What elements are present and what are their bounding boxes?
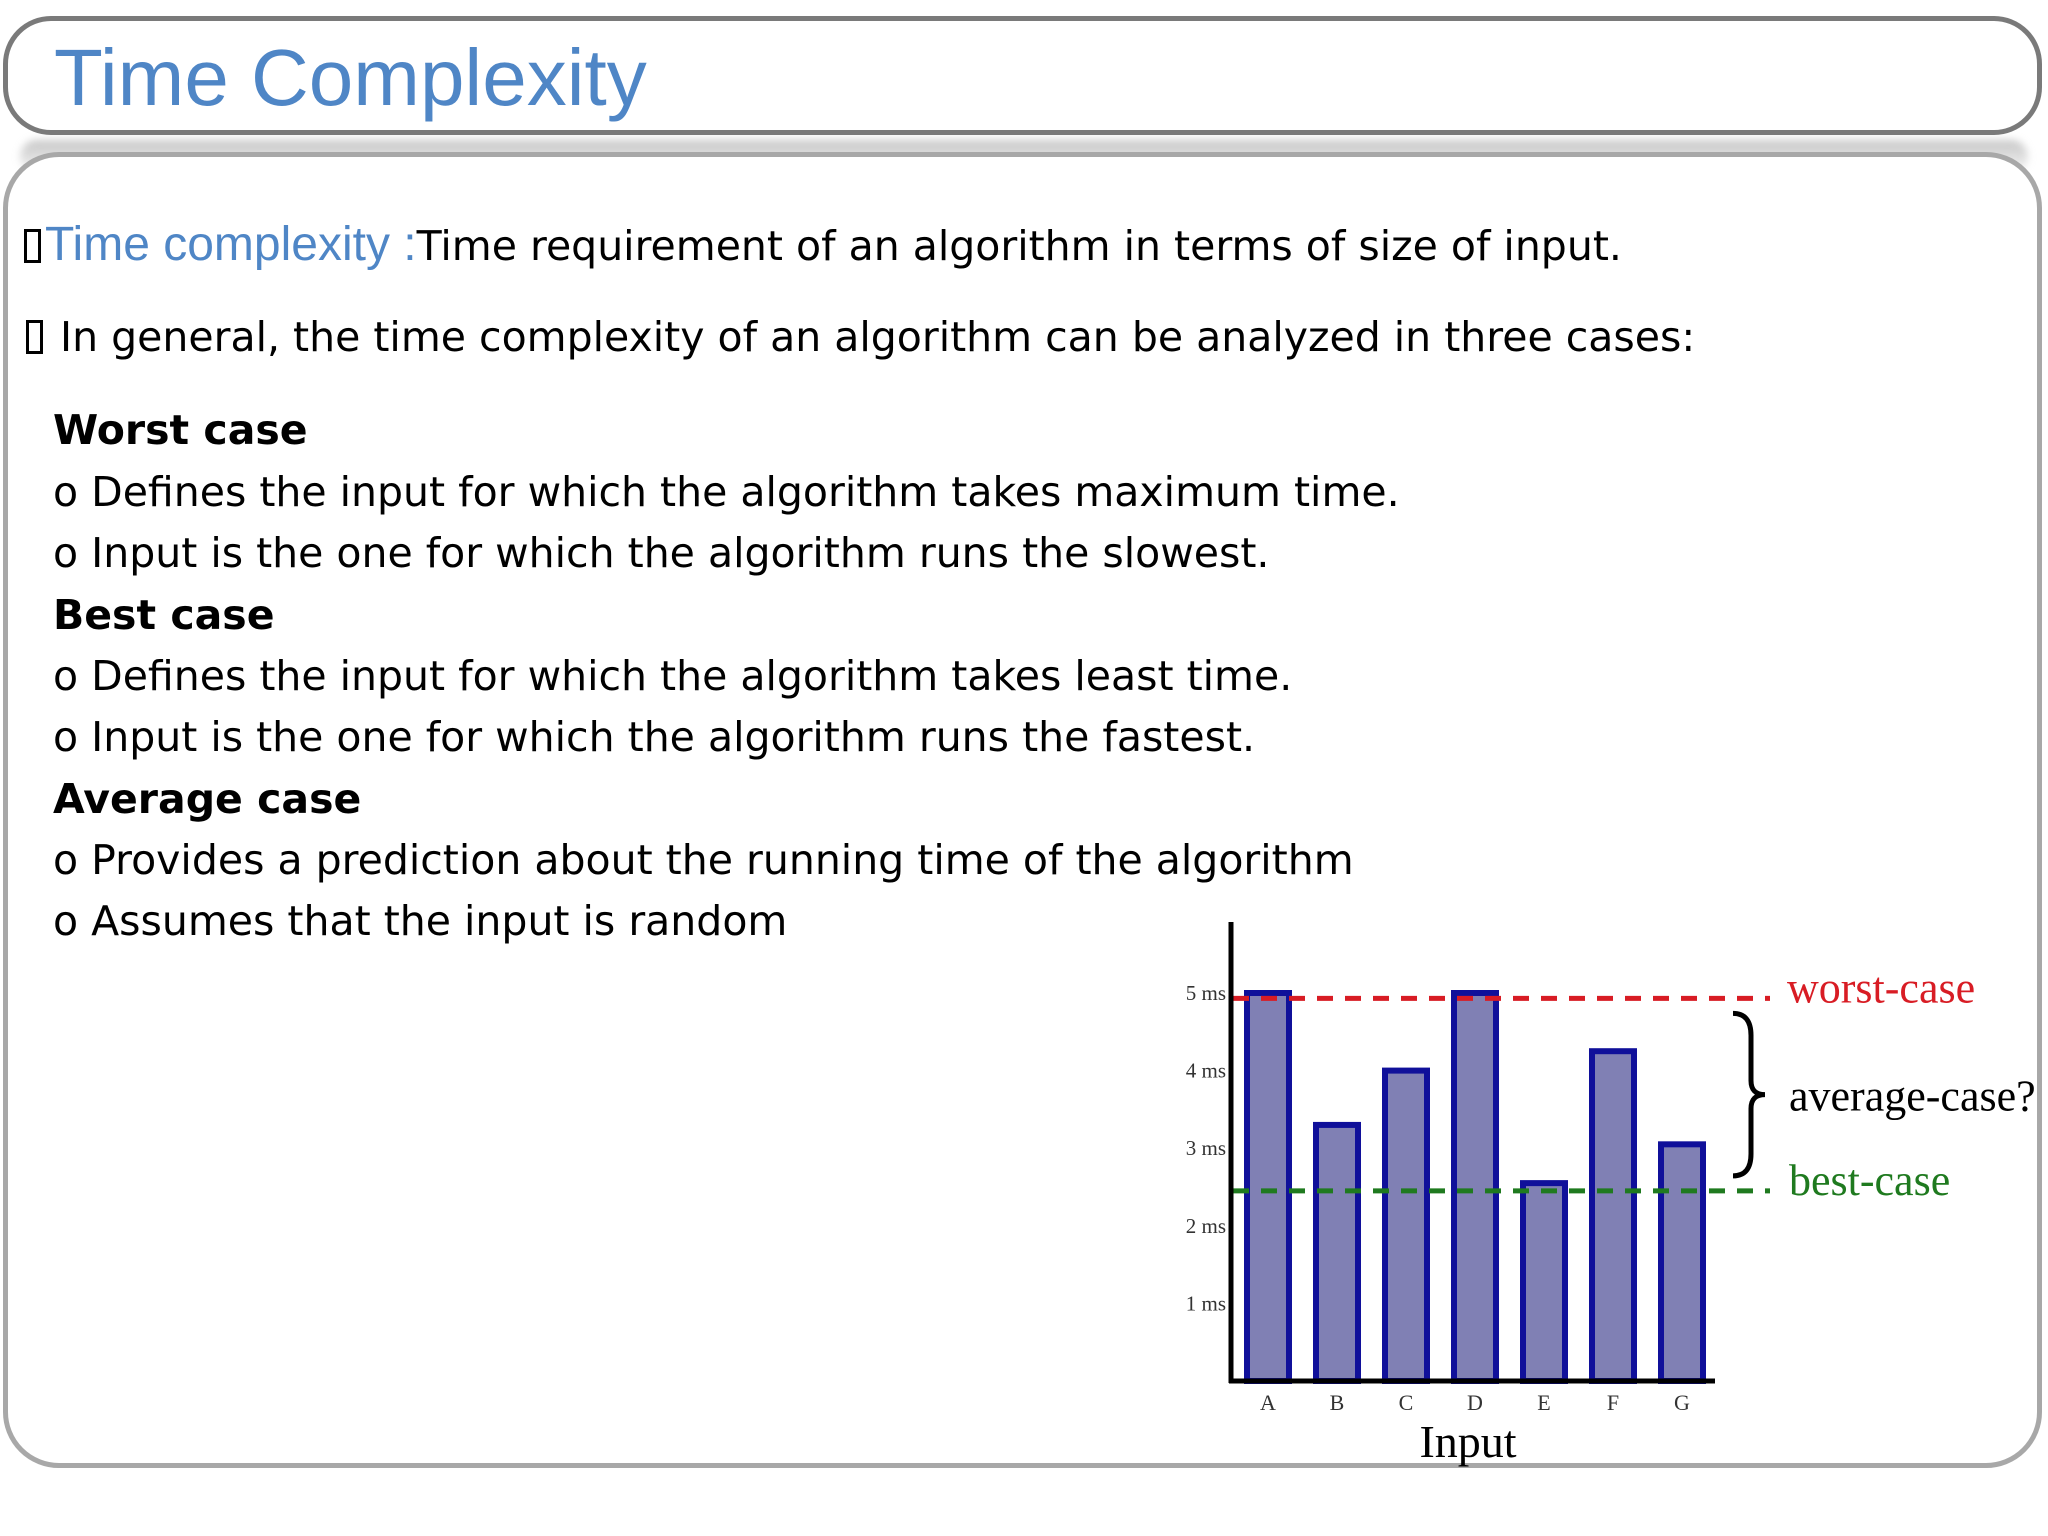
bullet-box-icon	[24, 229, 41, 263]
bar-C	[1385, 1071, 1427, 1381]
bullet-box-icon	[26, 320, 43, 354]
bar-A	[1247, 993, 1289, 1381]
x-tick-label: F	[1606, 1390, 1620, 1415]
general-text: In general, the time complexity of an algorithm can be analyzed in three cases:	[47, 313, 1696, 361]
x-tick-label: G	[1674, 1390, 1690, 1415]
case-heading-best: Best case	[53, 591, 275, 639]
bar-G	[1661, 1144, 1703, 1381]
general-line	[26, 312, 1695, 362]
y-tick-label: 5 ms	[1185, 981, 1226, 1005]
bar-E	[1523, 1183, 1565, 1381]
case-item: o Input is the one for which the algorithm runs the fastest.	[53, 713, 1256, 761]
x-axis-label: Input	[1419, 1416, 1517, 1467]
slide-title: Time Complexity	[54, 33, 647, 122]
bar-F	[1592, 1051, 1634, 1381]
x-tick-label: D	[1467, 1390, 1483, 1415]
x-tick-label: C	[1398, 1390, 1414, 1415]
bar-D	[1454, 993, 1496, 1381]
bar-B	[1316, 1125, 1358, 1381]
y-tick-label: 2 ms	[1185, 1213, 1226, 1238]
case-item: o Assumes that the input is random	[53, 897, 788, 945]
x-tick-label: A	[1260, 1390, 1276, 1415]
case-item: o Defines the input for which the algorithm takes least time.	[53, 652, 1293, 700]
case-item: o Input is the one for which the algorithm runs the slowest.	[53, 529, 1270, 577]
case-item: o Defines the input for which the algorithm takes maximum time.	[53, 468, 1400, 516]
y-tick-label: 3 ms	[1185, 1136, 1226, 1161]
y-tick-label: 4 ms	[1185, 1058, 1226, 1083]
case-item: o Provides a prediction about the running time of the algorithm	[53, 836, 1354, 884]
definition-term: Time complexity :	[45, 218, 417, 271]
running-time-chart	[1150, 910, 2040, 1470]
case-heading-average: Average case	[53, 775, 362, 823]
definition-text: Time requirement of an algorithm in terms of size of input.	[416, 222, 1622, 270]
x-tick-label: B	[1329, 1390, 1345, 1415]
case-heading-worst: Worst case	[53, 406, 308, 454]
average-brace-icon	[1733, 1013, 1765, 1175]
x-tick-label: E	[1537, 1390, 1551, 1415]
best-case-label: best-case	[1789, 1155, 1951, 1205]
y-tick-label: 1 ms	[1185, 1291, 1226, 1316]
average-case-label: average-case?	[1789, 1071, 2036, 1121]
worst-case-label: worst-case	[1787, 963, 1976, 1013]
definition-line	[24, 220, 1622, 271]
